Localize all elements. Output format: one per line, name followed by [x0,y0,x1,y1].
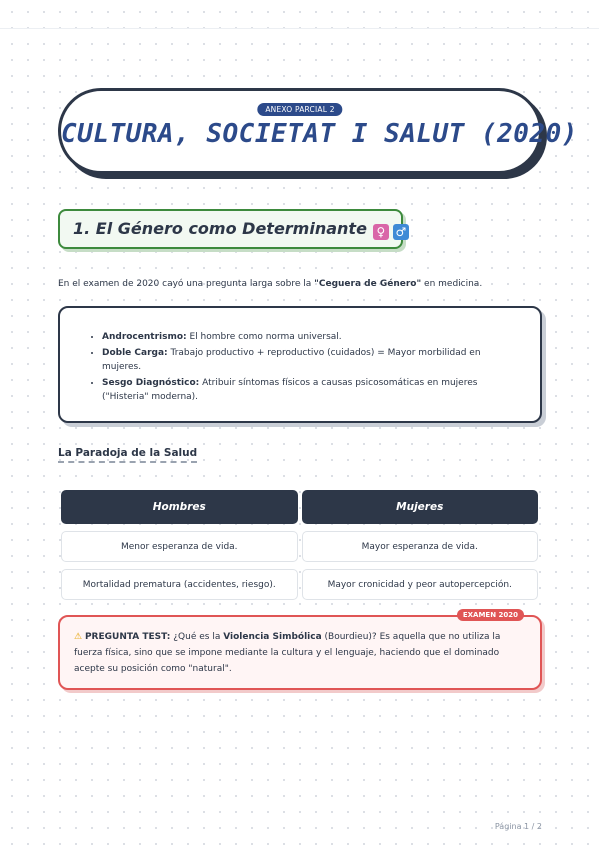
list-item: • Sesgo Diagnóstico: Atribuir síntomas físicos a causas psicosomáticas en mujeres ("Histeria" moderna). [102,376,520,404]
page-number: Página 1 / 2 [494,822,542,831]
page-title: CULTURA, SOCIETAT I SALUT (2020) [61,119,578,149]
list-item: • Doble Carga: Trabajo productivo + reproductivo (cuidados) = Mayor morbilidad en mujeres. [102,346,520,374]
exam-year-tag: EXAMEN 2020 [457,609,524,621]
table-header-row [61,490,538,524]
section-heading-box [58,209,407,249]
table-cell: Menor esperanza de vida. [61,531,298,562]
intro-paragraph: En el examen de 2020 cayó una pregunta larga sobre la "Ceguera de Género" en medicina. [58,279,483,289]
table-row [61,569,538,600]
table-cell: Mortalidad prematura (accidentes, riesgo). [61,569,298,600]
exam-highlight: Violencia Simbólica [223,632,322,642]
annex-badge: ANEXO PARCIAL 2 [257,103,342,116]
warning-icon: ⚠ [74,632,83,642]
page-top-edge [0,28,599,29]
section-title-text: 1. El Género como Determinante [73,218,367,238]
female-sign-icon: ♀ [373,224,389,240]
exam-label: PREGUNTA TEST: [84,632,171,642]
column-header-men: Hombres [61,490,298,524]
paradox-table [61,490,538,607]
table-cell: Mayor cronicidad y peor autopercepción. [302,569,539,600]
section-title [73,219,409,240]
title-card [58,88,578,174]
concepts-box [58,306,542,423]
paradox-heading: La Paradoja de la Salud [58,447,197,463]
intro-highlight: "Ceguera de Género" [314,279,422,289]
table-row [61,531,538,562]
male-sign-icon: ♂ [393,224,409,240]
table-cell: Mayor esperanza de vida. [302,531,539,562]
column-header-women: Mujeres [302,490,539,524]
concepts-list [60,308,540,404]
exam-question-box [58,611,542,690]
list-item: • Androcentrismo: El hombre como norma universal. [102,330,520,344]
exam-question-text: ⚠ PREGUNTA TEST: ¿Qué es la Violencia Simbólica (Bourdieu)? Es aquella que no utiliza la fuerza física, sino que se impone mediante la cultura y el lenguaje, haciendo que el dominado acepte su posición como "natural". [74,632,501,674]
